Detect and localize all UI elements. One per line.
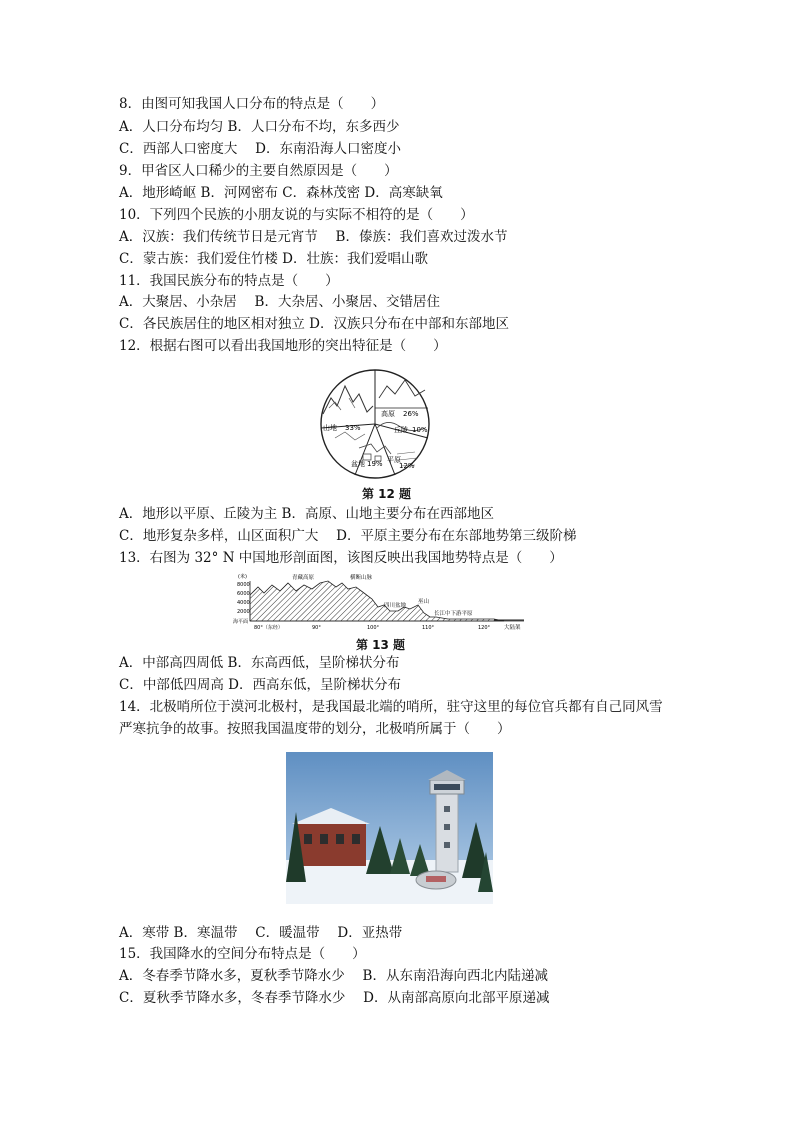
q12-caption: 第 12 题 — [362, 487, 412, 501]
q13-options-cd: C．中部低四周高 D．西高东低，呈阶梯状分布 — [119, 677, 401, 693]
q8-options-ab: A．人口分布均匀 B．人口分布不均，东多西少 — [119, 119, 400, 135]
q13-stem: 13．右图为 32° N 中国地形剖面图，该图反映出我国地势特点是（ ） — [119, 550, 563, 566]
north-pole-sentry-photo — [286, 752, 493, 904]
label-yangtze-plain: 长江中下游平原 — [434, 611, 473, 617]
pct-hills: 10% — [412, 426, 428, 434]
y-tick-8000: 8000 — [237, 582, 250, 588]
y-tick-2000: 2000 — [237, 609, 250, 615]
q10-stem: 10．下列四个民族的小朋友说的与实际不相符的是（ ） — [119, 207, 474, 223]
q14-stem-line2: 严寒抗争的故事。按照我国温度带的划分，北极哨所属于（ ） — [119, 721, 511, 737]
q13-caption: 第 13 题 — [356, 638, 406, 652]
q11-options-ab: A．大聚居、小杂居 B．大杂居、小聚居、交错居住 — [119, 294, 440, 310]
terrain-pie-figure — [315, 368, 435, 480]
q15-options-cd: C．夏秋季节降水多，冬春季节降水少 D．从南部高原向北部平原递减 — [119, 990, 550, 1006]
q15-options-ab: A．冬春季节降水多，夏秋季节降水少 B．从东南沿海向西北内陆递减 — [119, 968, 548, 984]
label-basin: 盆地 — [351, 460, 365, 468]
label-wushan: 巫山 — [418, 599, 430, 605]
pct-mountains: 33% — [345, 424, 361, 432]
x-tick-100: 100° — [367, 625, 380, 631]
q10-options-cd: C．蒙古族：我们爱住竹楼 D．壮族：我们爱唱山歌 — [119, 251, 428, 267]
label-mountains: 山地 — [323, 424, 337, 432]
pct-plain: 12% — [399, 462, 415, 470]
pct-plateau: 26% — [403, 410, 419, 418]
q12-options-cd: C．地形复杂多样，山区面积广大 D．平原主要分布在东部地势第三级阶梯 — [119, 528, 577, 544]
pct-basin: 19% — [367, 460, 383, 468]
label-continental-shelf: 大陆架 — [504, 625, 521, 631]
q12-stem: 12．根据右图可以看出我国地形的突出特征是（ ） — [119, 338, 447, 354]
label-hengduan: 横断山脉 — [350, 575, 373, 581]
label-qinghai-tibet: 青藏高原 — [292, 575, 315, 581]
y-tick-4000: 4000 — [237, 600, 250, 606]
y-tick-6000: 6000 — [237, 591, 250, 597]
q14-stem-line1: 14．北极哨所位于漠河北极村，是我国最北端的哨所，驻守这里的每位官兵都有自己同风雪 — [119, 699, 663, 715]
q11-stem: 11．我国民族分布的特点是（ ） — [119, 273, 339, 289]
label-hills: 丘陵 — [394, 426, 408, 434]
x-tick-110: 110° — [422, 625, 435, 631]
x-tick-90: 90° — [312, 625, 321, 631]
q13-options-ab: A．中部高四周低 B．东高西低，呈阶梯状分布 — [119, 655, 400, 671]
q10-options-ab: A．汉族：我们传统节日是元宵节 B．傣族：我们喜欢过泼水节 — [119, 229, 508, 245]
q9-stem: 9．甲省区人口稀少的主要自然原因是（ ） — [119, 163, 398, 179]
q9-options: A．地形崎岖 B．河网密布 C．森林茂密 D．高寒缺氧 — [119, 185, 443, 201]
q12-options-ab: A．地形以平原、丘陵为主 B．高原、山地主要分布在西部地区 — [119, 506, 494, 522]
q11-options-cd: C．各民族居住的地区相对独立 D．汉族只分布在中部和东部地区 — [119, 316, 509, 332]
q14-options: A．寒带 B．寒温带 C．暖温带 D．亚热带 — [119, 925, 403, 941]
label-plateau: 高原 — [381, 410, 395, 418]
q15-stem: 15．我国降水的空间分布特点是（ ） — [119, 946, 366, 962]
x-tick-120: 120° — [478, 625, 491, 631]
terrain-profile-figure — [232, 571, 526, 633]
q8-stem: 8．由图可知我国人口分布的特点是（ ） — [119, 96, 385, 112]
q8-options-cd: C．西部人口密度大 D．东南沿海人口密度小 — [119, 141, 401, 157]
label-plain: 平原 — [387, 456, 401, 464]
y-unit: (米) — [238, 574, 247, 580]
sea-level-label: 海平面 — [233, 619, 249, 625]
label-sichuan-basin: 四川盆地 — [384, 603, 407, 609]
x-tick-80: 80°（东经） — [254, 625, 283, 631]
